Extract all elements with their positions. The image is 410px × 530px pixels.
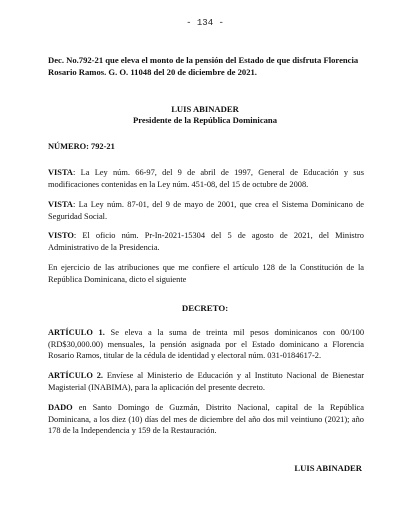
visto-text: : El oficio núm. Pr-In-2021-15304 del 5 de agosto de 2021, del Ministro Administrativo de la Presidencia. [48,231,364,252]
vista-text-1: : La Ley núm. 66-97, del 9 de abril de 1997, General de Educación y sus modificaciones contenidas en la Ley núm. 451-08, del 15 de octubre de 2008. [48,168,364,189]
dado-paragraph [48,402,364,437]
dado-text: en Santo Domingo de Guzmán, Distrito Nacional, capital de la República Dominicana, a los diez (10) días del mes de diciembre del año dos mil veintiuno (2021); año 178 de la Independencia y 159 de la Restauración. [48,403,364,436]
president-name: LUIS ABINADER [171,104,239,114]
vista-text-2: : La Ley núm. 87-01, del 9 de mayo de 2001, que crea el Sistema Dominicano de Seguridad Social. [48,200,364,221]
preamble-paragraph: En ejercicio de las atribuciones que me confiere el artículo 128 de la Constitución de la República Dominicana, dicto el siguiente [48,263,364,284]
vista-paragraph-1 [48,167,364,190]
signature: LUIS ABINADER [294,463,362,473]
page-number: - 134 - [186,18,224,28]
president-title: Presidente de la República Dominicana [132,115,278,125]
vista-label-2: VISTA [48,200,73,209]
visto-label: VISTO [48,231,74,240]
vista-paragraph-2 [48,199,364,222]
article-1-text: Se eleva a la suma de treinta mil pesos dominicanos con 00/100 (RD$30,000.00) mensuales, la pensión asignada por el Estado dominicano a Florencia Rosario Ramos, titular de la cédula de identidad y electoral núm. 031-0184617-2. [48,328,365,361]
article-1-paragraph [48,327,364,362]
decree-number: NÚMERO: 792-21 [48,142,115,151]
article-2-text: Envíese al Ministerio de Educación y al Instituto Nacional de Bienestar Magisterial (INABIMA), para la aplicación del presente decreto. [48,371,365,392]
document-title: Dec. No.792-21 que eleva el monto de la pensión del Estado de que disfruta Florencia Rosario Ramos. G. O. 11048 del 20 de diciembre de 2021. [48,55,359,77]
vista-label-1: VISTA [48,168,73,177]
article-2-paragraph [48,370,364,393]
visto-paragraph [48,230,364,253]
article-1-label: ARTÍCULO 1. [48,328,105,337]
article-2-label: ARTÍCULO 2. [48,371,103,380]
dado-label: DADO [48,403,73,412]
decreto-heading: DECRETO: [181,303,229,313]
